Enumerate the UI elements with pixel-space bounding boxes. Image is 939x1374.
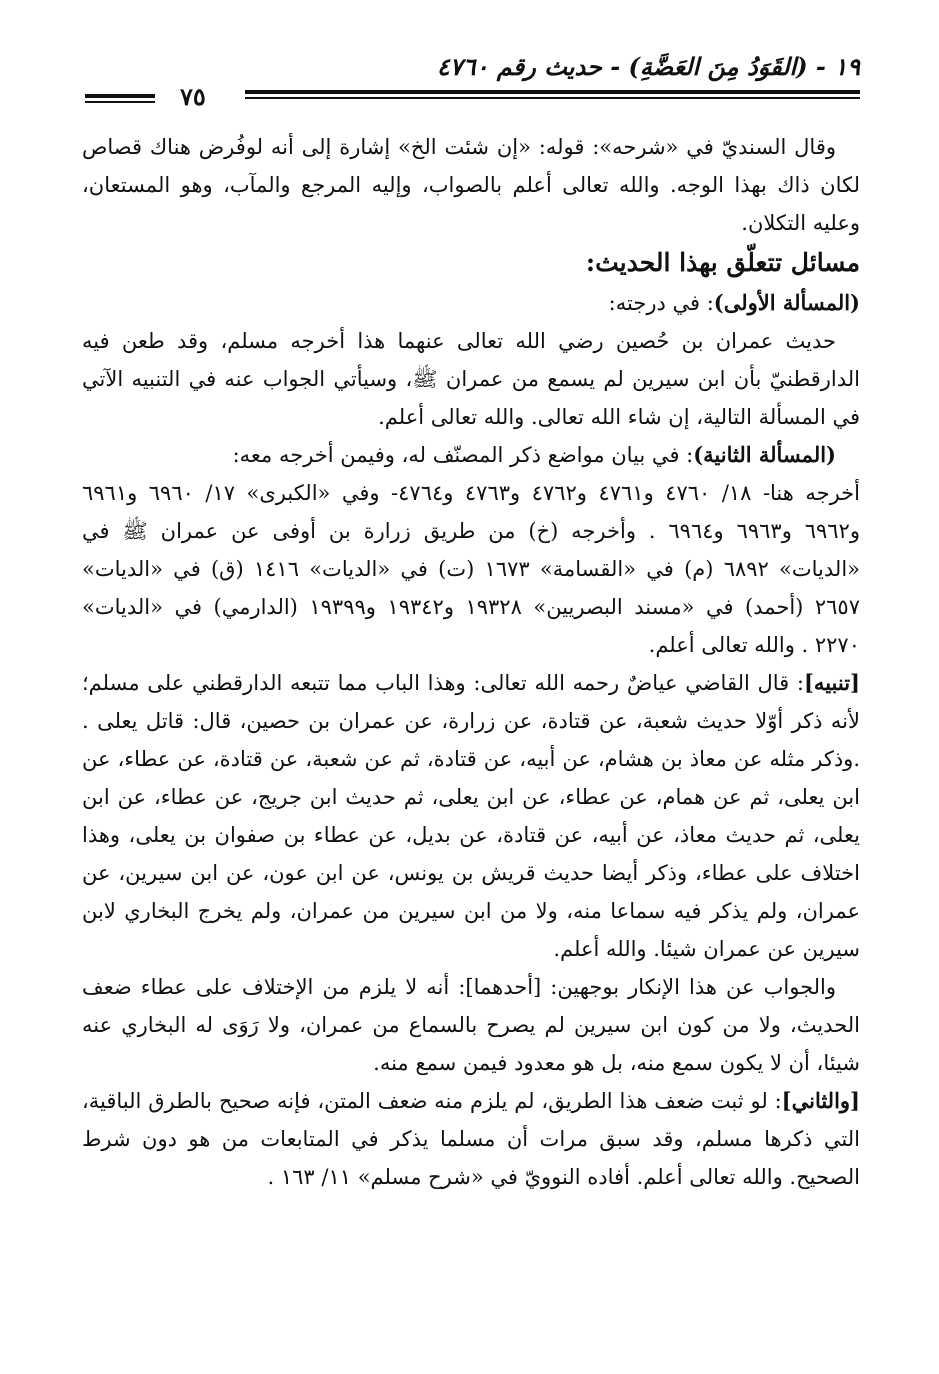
issue-label: (المسألة الثانية) [693, 442, 836, 467]
paragraph-second-answer [82, 1082, 860, 1196]
paragraph-text: : لو ثبت ضعف هذا الطريق، لم يلزم منه ضعف المتن، فإنه صحيح بالطرق الباقية، التي ذكرها مسلم، وقد سبق مرات أن مسلما يذكر في المتابعات من هو دون شرط الصحيح. والله تعالى أعلم. أفاده النوويّ في «شرح مسلم» ١١/ ١٦٣ . [82, 1089, 860, 1189]
header-rule-right [245, 90, 860, 100]
page-number: ٧٥ [180, 82, 206, 111]
paragraph-text: والجواب عن هذا الإنكار بوجهين: [أحدهما]: أنه لا يلزم من الإختلاف على عطاء ضعف الحديث، ولا من كون ابن سيرين لم يصرح بالسماع من عمران، ولا رَوَى له البخاري عنه شيئا، أن لا يكون سمع منه، بل هو معدود فيمن سمع منه. [82, 975, 860, 1075]
paragraph-text: : قال القاضي عياضٌ رحمه الله تعالى: وهذا الباب مما تتبعه الدارقطني على مسلم؛ لأنه ذكر أوّلا حديث شعبة، عن قتادة، عن زرارة، عن عمران بن حصين، قال: قاتل يعلى . .وذكر مثله عن معاذ بن هشام، عن أبيه، عن قتادة، ثم عن شعبة، عن قتادة، عن عطاء، عن ابن يعلى، ثم عن همام، عن عطاء، عن ابن يعلى، ثم حديث ابن جريج، عن عطاء، عن ابن يعلى، ثم حديث معاذ، عن أبيه، عن قتادة، عن بديل، عن عطاء بن صفوان بن يعلى، وهذا اختلاف على عطاء، وذكر أيضا حديث قريش بن يونس، عن ابن عون، عن ابن سيرين، عن عمران، ولم يذكر فيه سماعا منه، ولا من ابن سيرين من عمران، ولم يخرج البخاري لابن سيرين عن عمران شيئا. والله أعلم. [82, 671, 860, 961]
running-title: ١٩ - (القَوَدُ مِنَ العَضَّةِ) - حديث رقم ٤٧٦٠ [436, 52, 860, 81]
paragraph-answer [82, 968, 860, 1082]
paragraph-sindi [82, 128, 860, 242]
paragraph-grading [82, 322, 860, 436]
section-heading: مسائل تتعلّق بهذا الحديث: [585, 248, 860, 277]
header-rule-left [85, 94, 155, 104]
paragraph-text: وقال السنديّ في «شرحه»: قوله: «إن شئت الخ» إشارة إلى أنه لوفُرض هناك قصاص لكان ذاك بهذا الوجه. والله تعالى أعلم بالصواب، وإليه المرجع والمآب، وهو المستعان، وعليه التكلان. [82, 135, 860, 235]
note-label: [تنبيه] [804, 670, 860, 695]
paragraph-text: أخرجه هنا- ١٨/ ٤٧٦٠ و٤٧٦١ و٤٧٦٢ و٤٧٦٣ و٤٧٦٤- وفي «الكبرى» ١٧/ ٦٩٦٠ و٦٩٦١ و٦٩٦٢ و٦٩٦٣ و٦٩٦٤ . وأخرجه (خ) من طريق زرارة بن أوفى عن عمران ﷺ في «الديات» ٦٨٩٢ (م) في «القسامة» ١٦٧٣ (ت) في «الديات» ١٤١٦ (ق) في «الديات» ٢٦٥٧ (أحمد) في «مسند البصريين» ١٩٣٢٨ و١٩٣٤٢ و١٩٣٩٩ (الدارمي) في «الديات» ٢٢٧٠ . والله تعالى أعلم. [82, 481, 860, 657]
page-body [82, 128, 860, 1196]
paragraph-text: : في بيان مواضع ذكر المصنّف له، وفيمن أخرجه معه: [232, 443, 694, 467]
paragraph-second-issue [82, 436, 860, 474]
paragraph-text: حديث عمران بن حُصين رضي الله تعالى عنهما هذا أخرجه مسلم، وقد طعن فيه الدارقطنيّ بأن ابن سيرين لم يسمع من عمران ﷺ، وسيأتي الجواب عنه في التنبيه الآتي في المسألة التالية، إن شاء الله تعالى. والله تعالى أعلم. [82, 329, 860, 429]
answer-label: [والثاني] [781, 1088, 860, 1113]
paragraph-first-issue [82, 284, 860, 322]
page-header [85, 52, 860, 112]
paragraph-text: : في درجته: [608, 291, 714, 315]
issue-label: (المسألة الأولى) [713, 290, 860, 315]
paragraph-references [82, 474, 860, 664]
paragraph-note [82, 664, 860, 968]
